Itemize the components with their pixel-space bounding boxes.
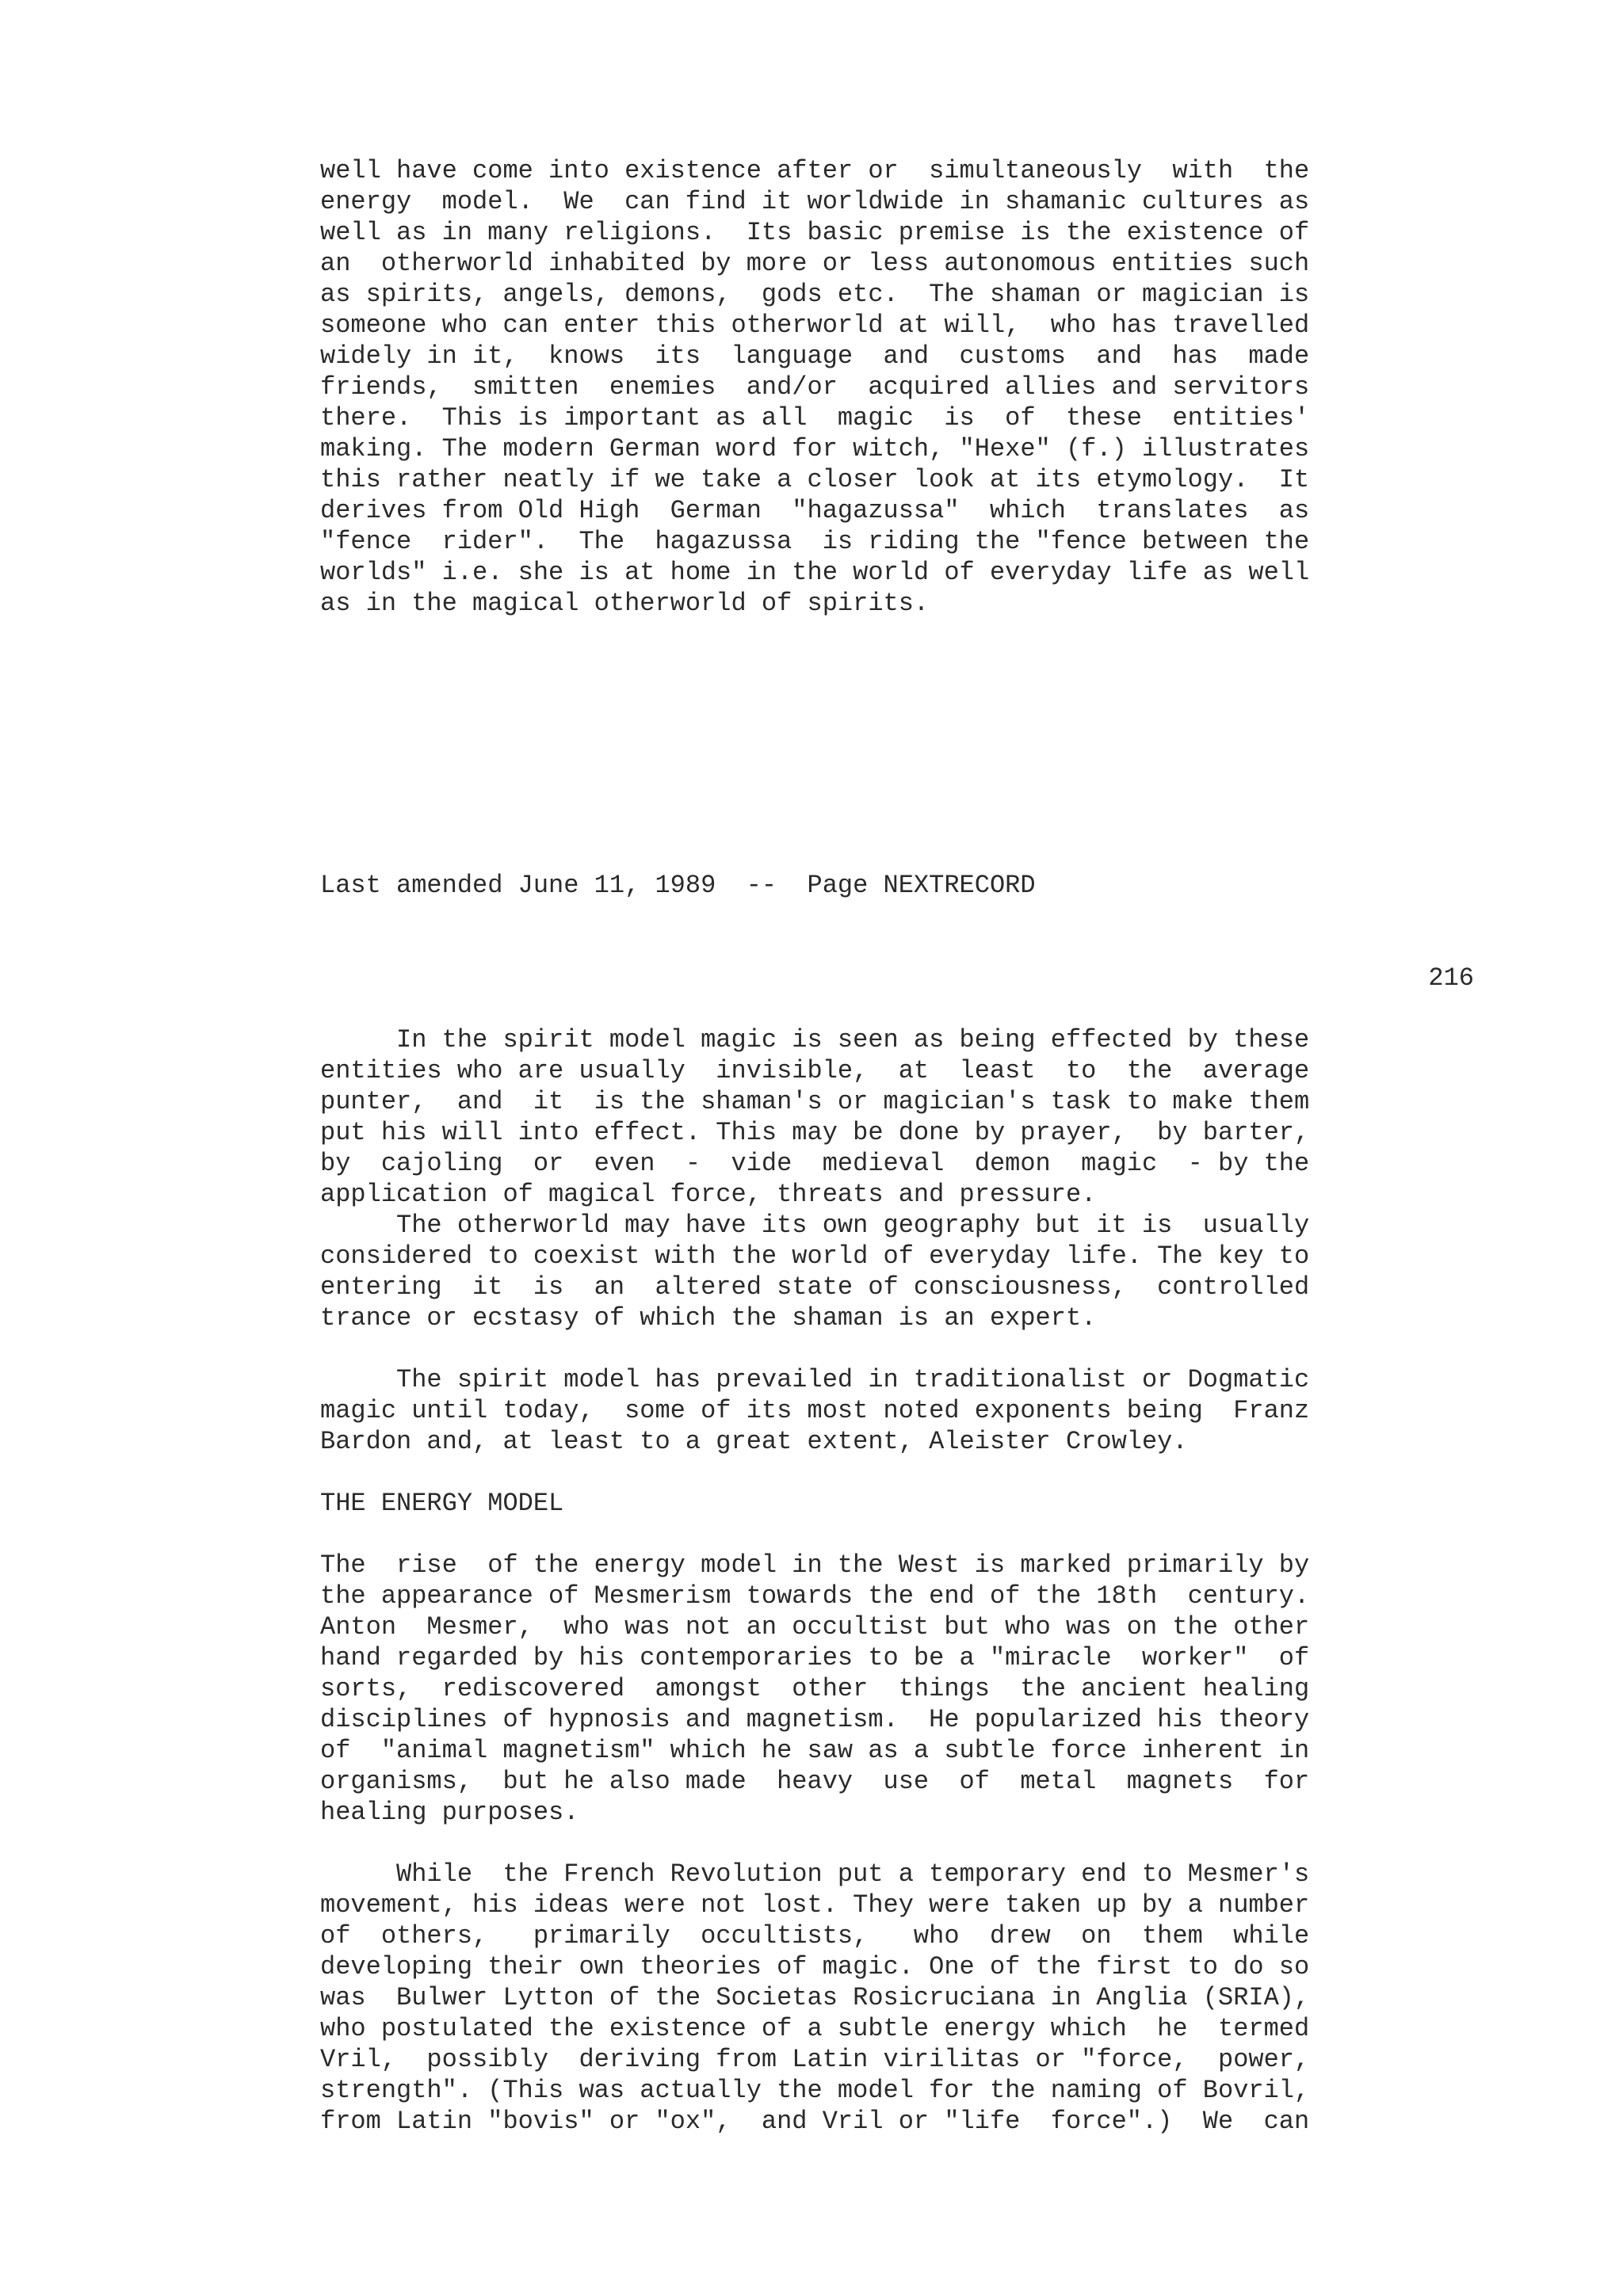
- text-line: punter, and it is the shaman's or magician's task to make them: [320, 1087, 1310, 1116]
- text-line: worlds" i.e. she is at home in the world of everyday life as well: [320, 558, 1310, 587]
- text-line: someone who can enter this otherworld at will, who has travelled: [320, 311, 1310, 340]
- text-line: making. The modern German word for witch, "Hexe" (f.) illustrates: [320, 434, 1310, 463]
- text-line: as in the magical otherworld of spirits.: [320, 589, 930, 618]
- text-line: Vril, possibly deriving from Latin virilitas or "force, power,: [320, 2045, 1310, 2074]
- text-line: put his will into effect. This may be done by prayer, by barter,: [320, 1118, 1310, 1147]
- text-line: entering it is an altered state of consciousness, controlled: [320, 1272, 1310, 1302]
- text-line: from Latin "bovis" or "ox", and Vril or "life force".) We can: [320, 2107, 1310, 2136]
- text-line: The rise of the energy model in the West is marked primarily by: [320, 1550, 1310, 1580]
- text-line: The otherworld may have its own geography but it is usually: [320, 1211, 1310, 1240]
- text-line: sorts, rediscovered amongst other things the ancient healing: [320, 1674, 1310, 1703]
- page-footer: Last amended June 11, 1989 -- Page NEXTRECORD: [320, 871, 1036, 900]
- text-line: this rather neatly if we take a closer look at its etymology. It: [320, 465, 1310, 494]
- text-line: widely in it, knows its language and customs and has made: [320, 341, 1310, 371]
- text-line: trance or ecstasy of which the shaman is an expert.: [320, 1303, 1097, 1333]
- text-line: [320, 1457, 1309, 1488]
- text-line: magic until today, some of its most noted exponents being Franz: [320, 1396, 1310, 1425]
- text-line: as spirits, angels, demons, gods etc. The shaman or magician is: [320, 280, 1310, 309]
- text-line: disciplines of hypnosis and magnetism. He popularized his theory: [320, 1705, 1310, 1734]
- text-line: [320, 1828, 1309, 1859]
- text-line: the appearance of Mesmerism towards the end of the 18th century.: [320, 1581, 1310, 1611]
- text-line: While the French Revolution put a temporary end to Mesmer's: [320, 1859, 1310, 1889]
- text-line: [320, 1519, 1309, 1550]
- text-line: an otherworld inhabited by more or less autonomous entities such: [320, 249, 1310, 278]
- text-line: developing their own theories of magic. One of the first to do so: [320, 1952, 1310, 1981]
- text-line: derives from Old High German "hagazussa" which translates as: [320, 496, 1310, 525]
- text-line: strength". (This was actually the model for the naming of Bovril,: [320, 2076, 1310, 2105]
- text-line: Bardon and, at least to a great extent, Aleister Crowley.: [320, 1427, 1188, 1456]
- text-line: application of magical force, threats and pressure.: [320, 1180, 1097, 1209]
- text-line: by cajoling or even - vide medieval demon magic - by the: [320, 1149, 1310, 1178]
- text-line: hand regarded by his contemporaries to be a "miracle worker" of: [320, 1643, 1310, 1672]
- text-line: who postulated the existence of a subtle energy which he termed: [320, 2014, 1310, 2043]
- text-line: [320, 1333, 1309, 1364]
- text-line: well have come into existence after or simultaneously with the: [320, 156, 1310, 185]
- text-line: considered to coexist with the world of everyday life. The key to: [320, 1241, 1310, 1271]
- text-line: of others, primarily occultists, who drew on them while: [320, 1921, 1310, 1951]
- text-line: energy model. We can find it worldwide in shamanic cultures as: [320, 187, 1310, 216]
- text-line: was Bulwer Lytton of the Societas Rosicruciana in Anglia (SRIA),: [320, 1983, 1310, 2012]
- text-line: there. This is important as all magic is of these entities': [320, 403, 1310, 433]
- page-number: 216: [1428, 963, 1474, 993]
- text-line: THE ENERGY MODEL: [320, 1489, 564, 1518]
- text-line: of "animal magnetism" which he saw as a subtle force inherent in: [320, 1736, 1310, 1765]
- text-line: In the spirit model magic is seen as being effected by these: [320, 1025, 1310, 1055]
- text-line: friends, smitten enemies and/or acquired allies and servitors: [320, 372, 1310, 402]
- text-line: The spirit model has prevailed in traditionalist or Dogmatic: [320, 1365, 1310, 1394]
- main-text-block: [320, 1024, 1309, 2137]
- text-line: Anton Mesmer, who was not an occultist but who was on the other: [320, 1612, 1310, 1642]
- text-line: well as in many religions. Its basic premise is the existence of: [320, 218, 1310, 247]
- text-line: healing purposes.: [320, 1798, 579, 1827]
- text-line: movement, his ideas were not lost. They were taken up by a number: [320, 1890, 1310, 1920]
- top-text-block: [320, 155, 1309, 619]
- text-line: entities who are usually invisible, at least to the average: [320, 1056, 1310, 1085]
- text-line: organisms, but he also made heavy use of metal magnets for: [320, 1767, 1310, 1796]
- text-line: "fence rider". The hagazussa is riding the "fence between the: [320, 527, 1310, 556]
